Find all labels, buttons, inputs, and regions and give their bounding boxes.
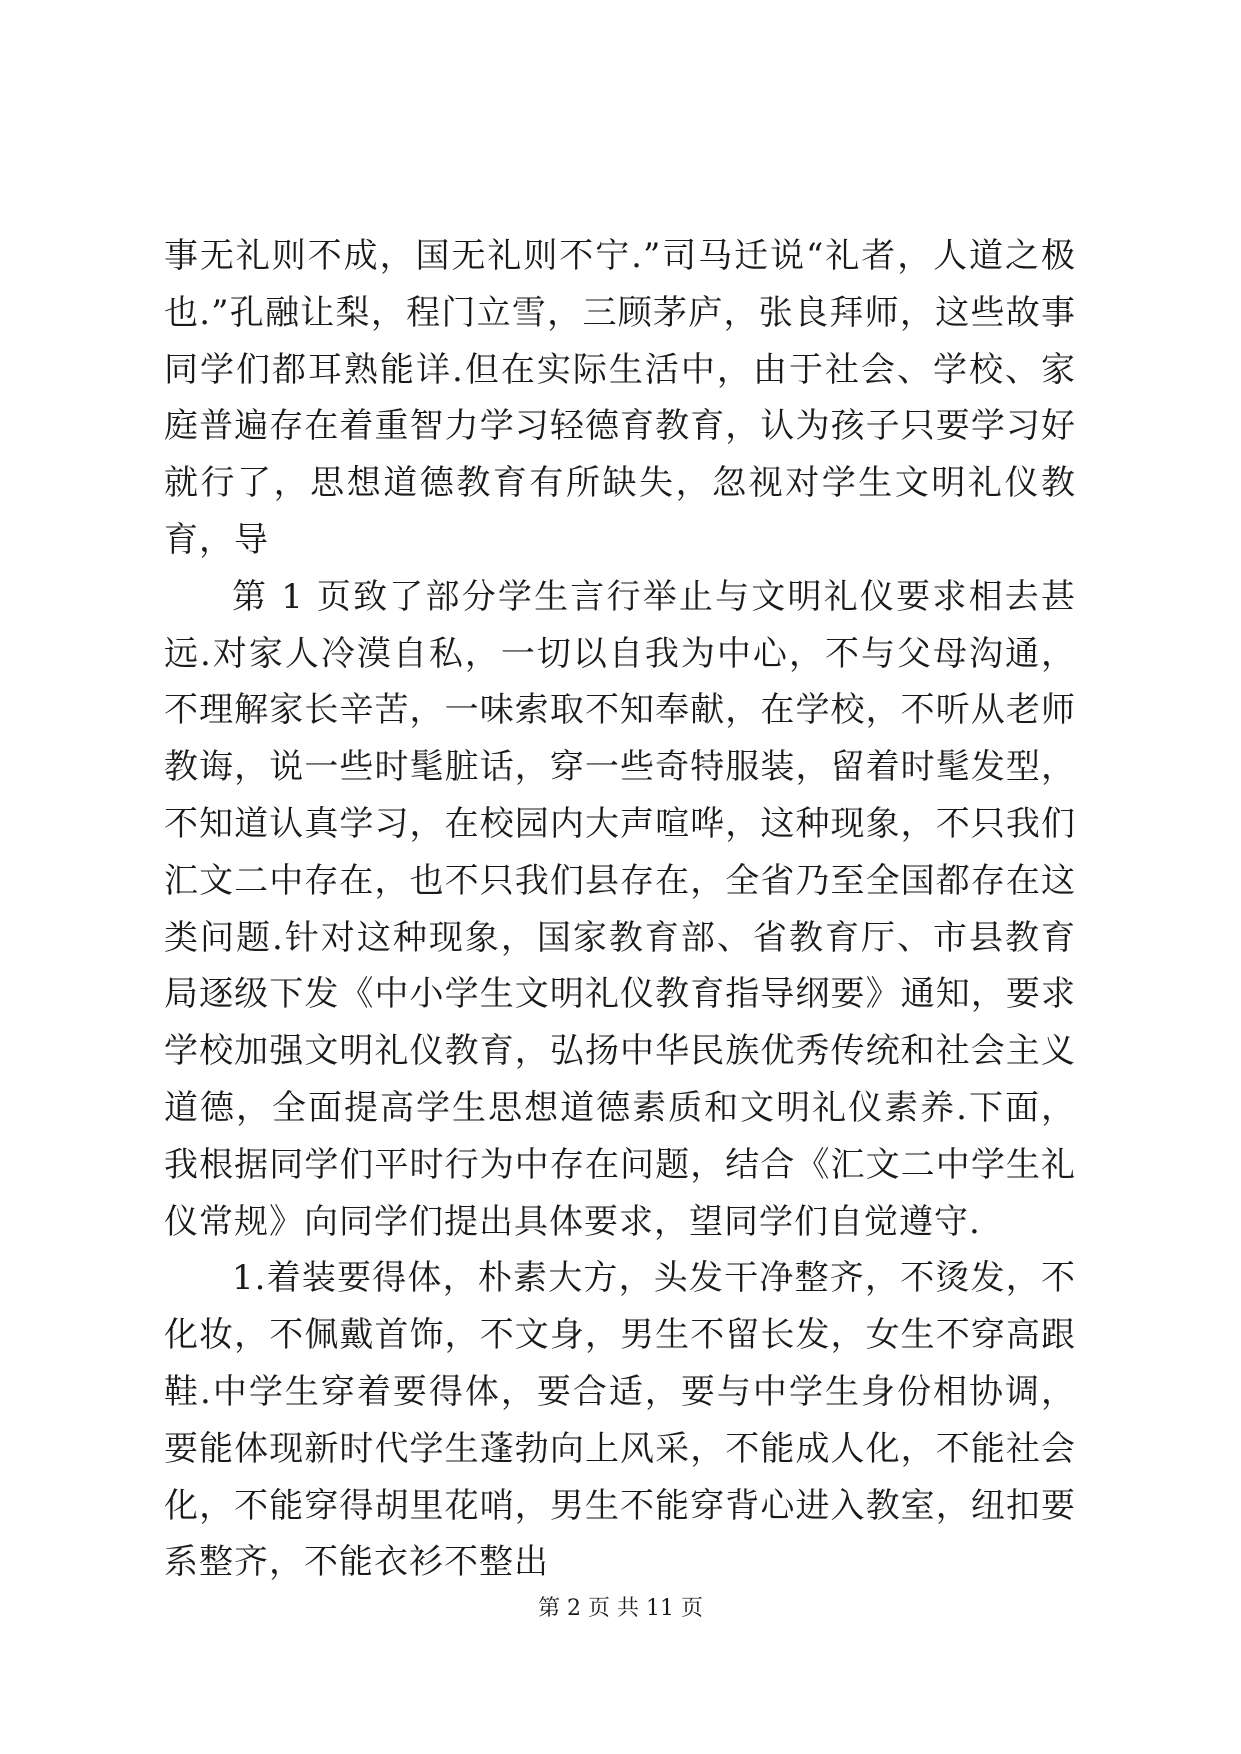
paragraph-2: 第 1 页致了部分学生言行举止与文明礼仪要求相去甚远.对家人冷漠自私，一切以自我为中心，不与父母沟通，不理解家长辛苦，一味索取不知奉献，在学校，不听从老师教诲，说一些时髦脏话，穿一些奇特服装，留着时髦发型，不知道认真学习，在校园内大声喧哗，这种现象，不只我们汇文二中存在，也不只我们县存在，全省乃至全国都存在这类问题.针对这种现象，国家教育部、省教育厅、市县教育局逐级下发《中小学生文明礼仪教育指导纲要》通知，要求学校加强文明礼仪教育，弘扬中华民族优秀传统和社会主义道德，全面提高学生思想道德素质和文明礼仪素养.下面，我根据同学们平时行为中存在问题，结合《汇文二中学生礼仪常规》向同学们提出具体要求，望同学们自觉遵守. xyxy=(164,576,1076,1242)
document-body xyxy=(164,228,1076,1591)
page-footer: 第 2 页 共 11 页 xyxy=(538,1596,703,1621)
paragraph-3: 1.着装要得体，朴素大方，头发干净整齐，不烫发，不化妆，不佩戴首饰，不文身，男生不留长发，女生不穿高跟鞋.中学生穿着要得体，要合适，要与中学生身份相协调，要能体现新时代学生蓬勃向上风采，不能成人化，不能社会化，不能穿得胡里花哨，男生不能穿背心进入教室，纽扣要系整齐，不能衣衫不整出 xyxy=(164,1258,1076,1583)
paragraph-1: 事无礼则不成，国无礼则不宁.”司马迁说“礼者，人道之极也.”孔融让梨，程门立雪，三顾茅庐，张良拜师，这些故事同学们都耳熟能详.但在实际生活中，由于社会、学校、家庭普遍存在着重智力学习轻德育教育，认为孩子只要学习好就行了，思想道德教育有所缺失，忽视对学生文明礼仪教育，导 xyxy=(164,236,1076,560)
